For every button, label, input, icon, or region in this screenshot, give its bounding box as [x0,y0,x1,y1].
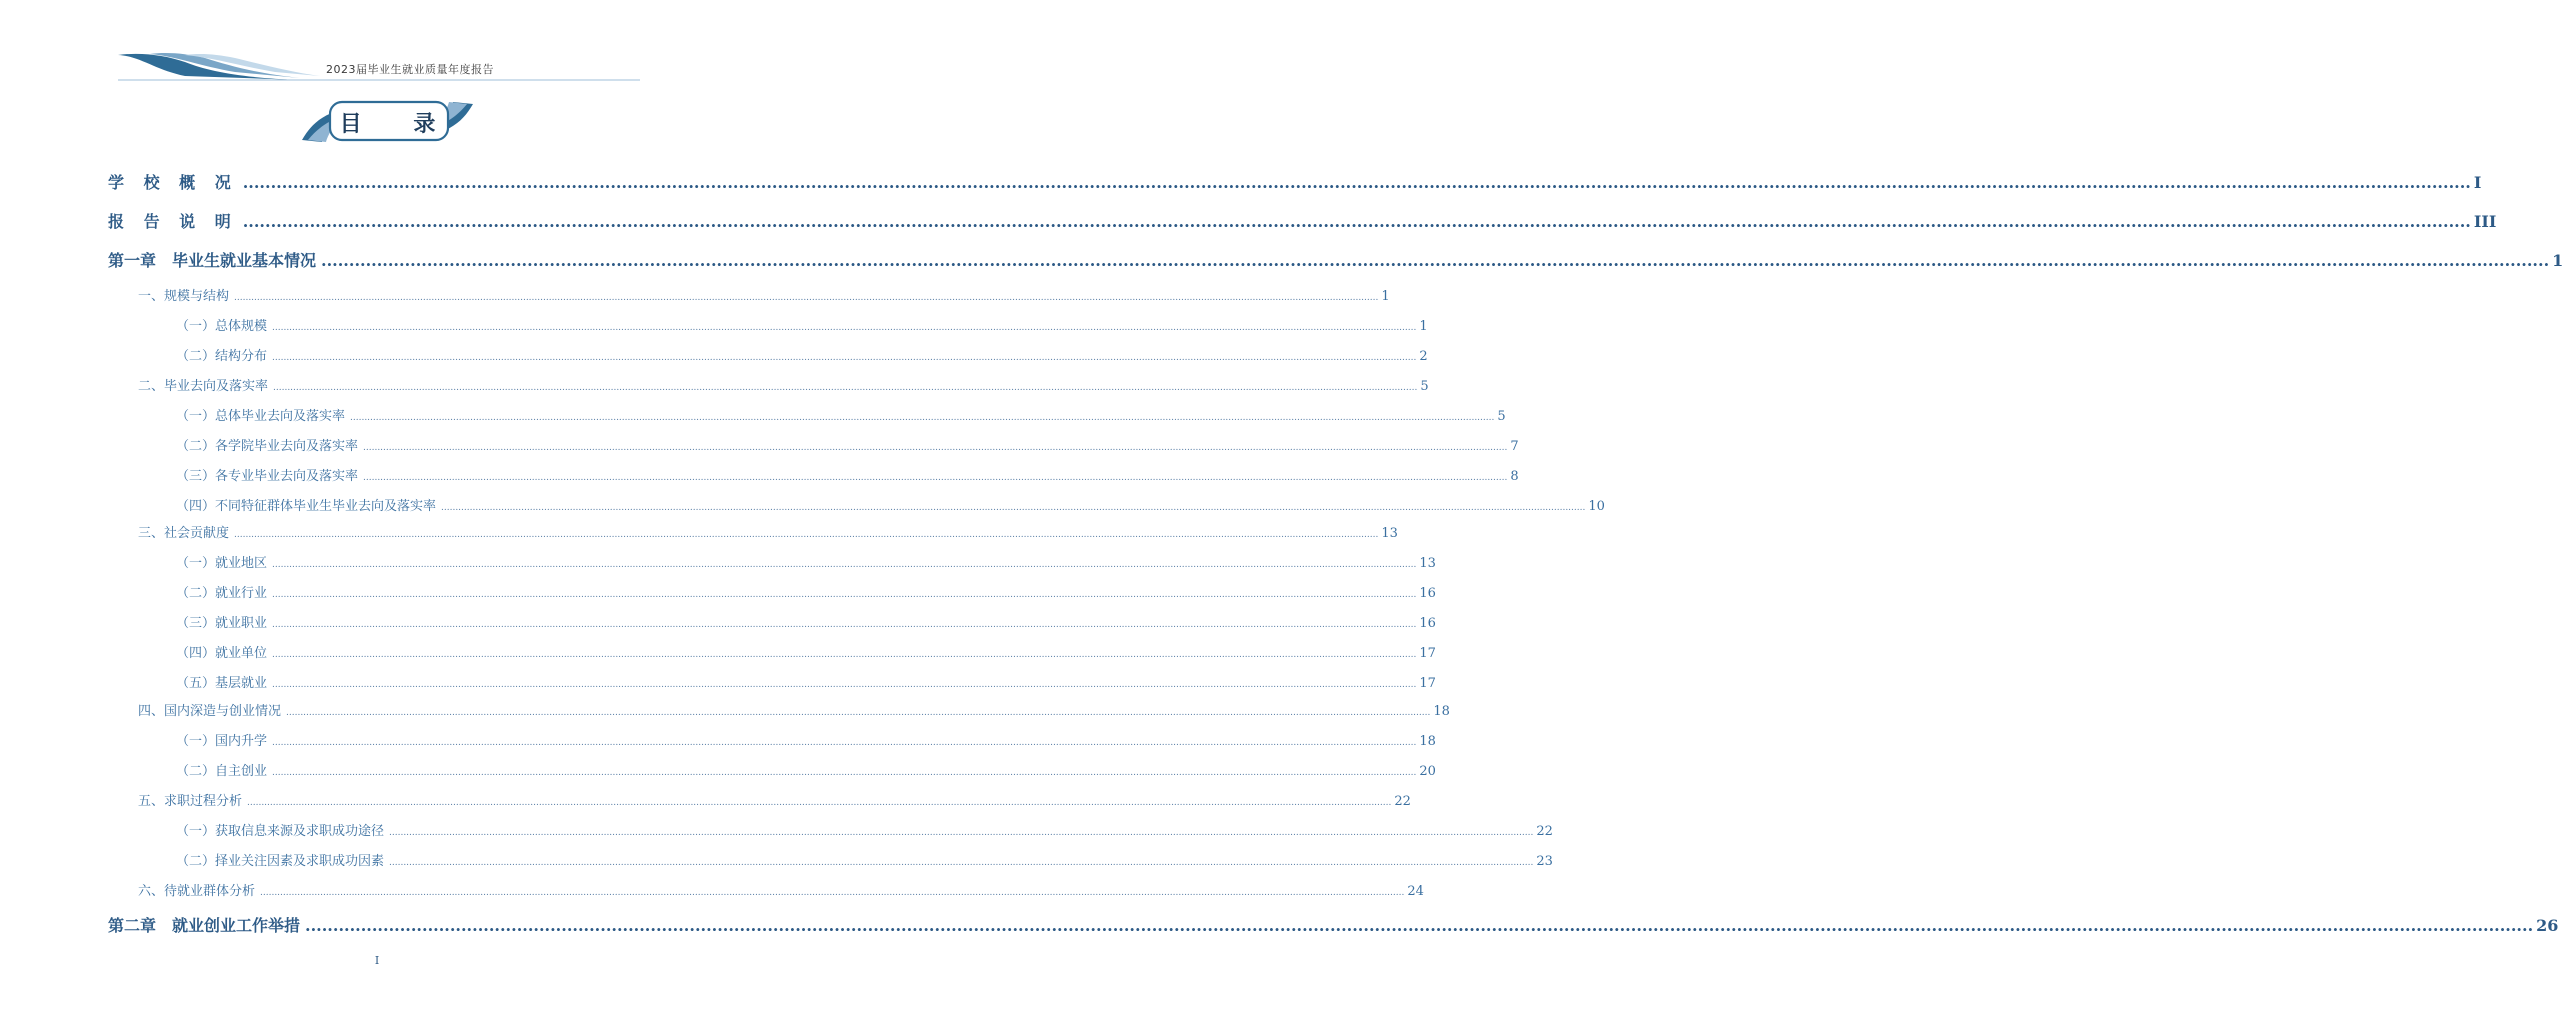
toc-title-banner [300,96,475,148]
toc-leader-dots: ................................................................................................................................................................................................................................................................................................................................................................................................................ [272,353,1417,363]
toc-entry-page: 16 [1419,586,1436,601]
toc-entry-label: 六、待就业群体分析 [138,884,256,899]
toc-entry-label: （一）就业地区 [176,556,268,571]
toc-title: 目 录 [339,111,458,137]
toc-entry[interactable] [138,880,1424,899]
toc-entry[interactable] [108,248,2563,271]
toc-entry[interactable] [138,790,1411,809]
toc-entry-label: 学 校 概 况 [108,173,238,192]
toc-entry-label: （二）结构分布 [176,349,268,364]
toc-leader-dots: ................................................................................................................................................................................................................................................................................................................................................................................................................ [242,212,2471,231]
toc-leader-dots: ................................................................................................................................................................................................................................................................................................................................................................................................................ [273,383,1418,393]
toc-leader-dots: ................................................................................................................................................................................................................................................................................................................................................................................................................ [260,888,1405,898]
toc-leader-dots: ................................................................................................................................................................................................................................................................................................................................................................................................................ [389,858,1534,868]
toc-entry-label: 一、规模与结构 [138,289,230,304]
toc-leader-dots: ................................................................................................................................................................................................................................................................................................................................................................................................................ [272,590,1417,600]
toc-entry-label: 五、求职过程分析 [138,794,243,809]
toc-entry-label: （二）就业行业 [176,586,268,601]
toc-entry-page: 13 [1381,526,1398,541]
toc-entry[interactable] [176,850,1553,869]
toc-entry-label: （五）基层就业 [176,676,268,691]
toc-entry[interactable] [176,730,1436,749]
toc-leader-dots: ................................................................................................................................................................................................................................................................................................................................................................................................................ [272,620,1417,630]
toc-entry-page: 18 [1419,734,1436,749]
toc-entry[interactable] [138,522,1398,541]
toc-leader-dots: ................................................................................................................................................................................................................................................................................................................................................................................................................ [350,413,1495,423]
toc-entry[interactable] [176,612,1436,631]
toc-entry[interactable] [176,435,1519,454]
toc-entry-label: （四）不同特征群体毕业生毕业去向及落实率 [176,499,437,514]
toc-entry-label: （四）就业单位 [176,646,268,661]
toc-entry-page: 1 [1419,319,1428,334]
toc-entry-label: 二、毕业去向及落实率 [138,379,269,394]
toc-leader-dots: ................................................................................................................................................................................................................................................................................................................................................................................................................ [389,828,1534,838]
toc-entry-page: 8 [1510,469,1519,484]
toc-entry[interactable] [176,820,1553,839]
toc-entry[interactable] [176,315,1428,334]
toc-entry-page: 7 [1510,439,1519,454]
toc-entry-page: 16 [1419,616,1436,631]
toc-entry-page: III [2473,212,2497,231]
toc-leader-dots: ................................................................................................................................................................................................................................................................................................................................................................................................................ [272,680,1417,690]
toc-entry-page: 1 [2552,251,2563,270]
toc-entry-page: 17 [1419,646,1436,661]
toc-entry-label: （二）自主创业 [176,764,268,779]
toc-entry[interactable] [108,913,2559,936]
toc-entry-label: （一）获取信息来源及求职成功途径 [176,824,385,839]
toc-entry-page: 24 [1407,884,1424,899]
toc-entry-label: （一）总体规模 [176,319,268,334]
toc-entry[interactable] [138,375,1429,394]
toc-entry-page: 10 [1588,499,1605,514]
toc-entry-page: 17 [1419,676,1436,691]
toc-leader-dots: ................................................................................................................................................................................................................................................................................................................................................................................................................ [234,293,1379,303]
toc-entry-label: （二）各学院毕业去向及落实率 [176,439,359,454]
toc-leader-dots: ................................................................................................................................................................................................................................................................................................................................................................................................................ [242,173,2471,192]
toc-entry[interactable] [176,465,1519,484]
toc-entry[interactable] [176,582,1436,601]
toc-entry-page: 5 [1497,409,1506,424]
toc-entry[interactable] [108,209,2497,232]
toc-leader-dots: ................................................................................................................................................................................................................................................................................................................................................................................................................ [286,708,1431,718]
toc-entry-label: （三）就业职业 [176,616,268,631]
toc-entry-label: （二）择业关注因素及求职成功因素 [176,854,385,869]
toc-entry-page: 2 [1419,349,1428,364]
toc-leader-dots: ................................................................................................................................................................................................................................................................................................................................................................................................................ [305,916,2534,935]
toc-entry-label: 报 告 说 明 [108,212,238,231]
toc-leader-dots: ................................................................................................................................................................................................................................................................................................................................................................................................................ [321,251,2550,270]
toc-entry[interactable] [138,285,1390,304]
toc-entry-page: 26 [2536,916,2559,935]
toc-entry-label: 第一章 毕业生就业基本情况 [108,251,317,270]
toc-entry[interactable] [176,345,1428,364]
toc-entry-page: I [2473,173,2482,192]
toc-leader-dots: ................................................................................................................................................................................................................................................................................................................................................................................................................ [441,503,1586,513]
toc-entry-page: 13 [1419,556,1436,571]
toc-leader-dots: ................................................................................................................................................................................................................................................................................................................................................................................................................ [272,738,1417,748]
toc-entry-page: 1 [1381,289,1390,304]
toc-entry-label: （一）国内升学 [176,734,268,749]
toc-leader-dots: ................................................................................................................................................................................................................................................................................................................................................................................................................ [363,443,1508,453]
toc-leader-dots: ................................................................................................................................................................................................................................................................................................................................................................................................................ [363,473,1508,483]
toc-entry-page: 5 [1420,379,1429,394]
toc-entry[interactable] [108,170,2482,193]
toc-entry-label: 三、社会贡献度 [138,526,230,541]
toc-entry-page: 22 [1394,794,1411,809]
toc-entry[interactable] [176,672,1436,691]
toc-leader-dots: ................................................................................................................................................................................................................................................................................................................................................................................................................ [272,323,1417,333]
toc-entry-label: 四、国内深造与创业情况 [138,704,282,719]
toc-entry-label: 第二章 就业创业工作举措 [108,916,301,935]
toc-entry-label: （三）各专业毕业去向及落实率 [176,469,359,484]
toc-entry-label: （一）总体毕业去向及落实率 [176,409,346,424]
toc-entry-page: 20 [1419,764,1436,779]
toc-entry[interactable] [176,495,1605,514]
toc-leader-dots: ................................................................................................................................................................................................................................................................................................................................................................................................................ [247,798,1392,808]
toc-entry[interactable] [176,760,1436,779]
toc-entry-page: 23 [1536,854,1553,869]
page-number: I [374,954,380,967]
toc-leader-dots: ................................................................................................................................................................................................................................................................................................................................................................................................................ [272,650,1417,660]
header-swoosh-decoration [0,0,755,95]
toc-leader-dots: ................................................................................................................................................................................................................................................................................................................................................................................................................ [272,768,1417,778]
toc-leader-dots: ................................................................................................................................................................................................................................................................................................................................................................................................................ [234,530,1379,540]
page-header [0,0,755,95]
toc-entry-page: 22 [1536,824,1553,839]
header-title: 2023届毕业生就业质量年度报告 [326,63,494,76]
toc-entry[interactable] [138,700,1450,719]
toc-entry[interactable] [176,552,1436,571]
toc-entry-page: 18 [1433,704,1450,719]
toc-leader-dots: ................................................................................................................................................................................................................................................................................................................................................................................................................ [272,560,1417,570]
toc-entry[interactable] [176,405,1506,424]
toc-entry[interactable] [176,642,1436,661]
